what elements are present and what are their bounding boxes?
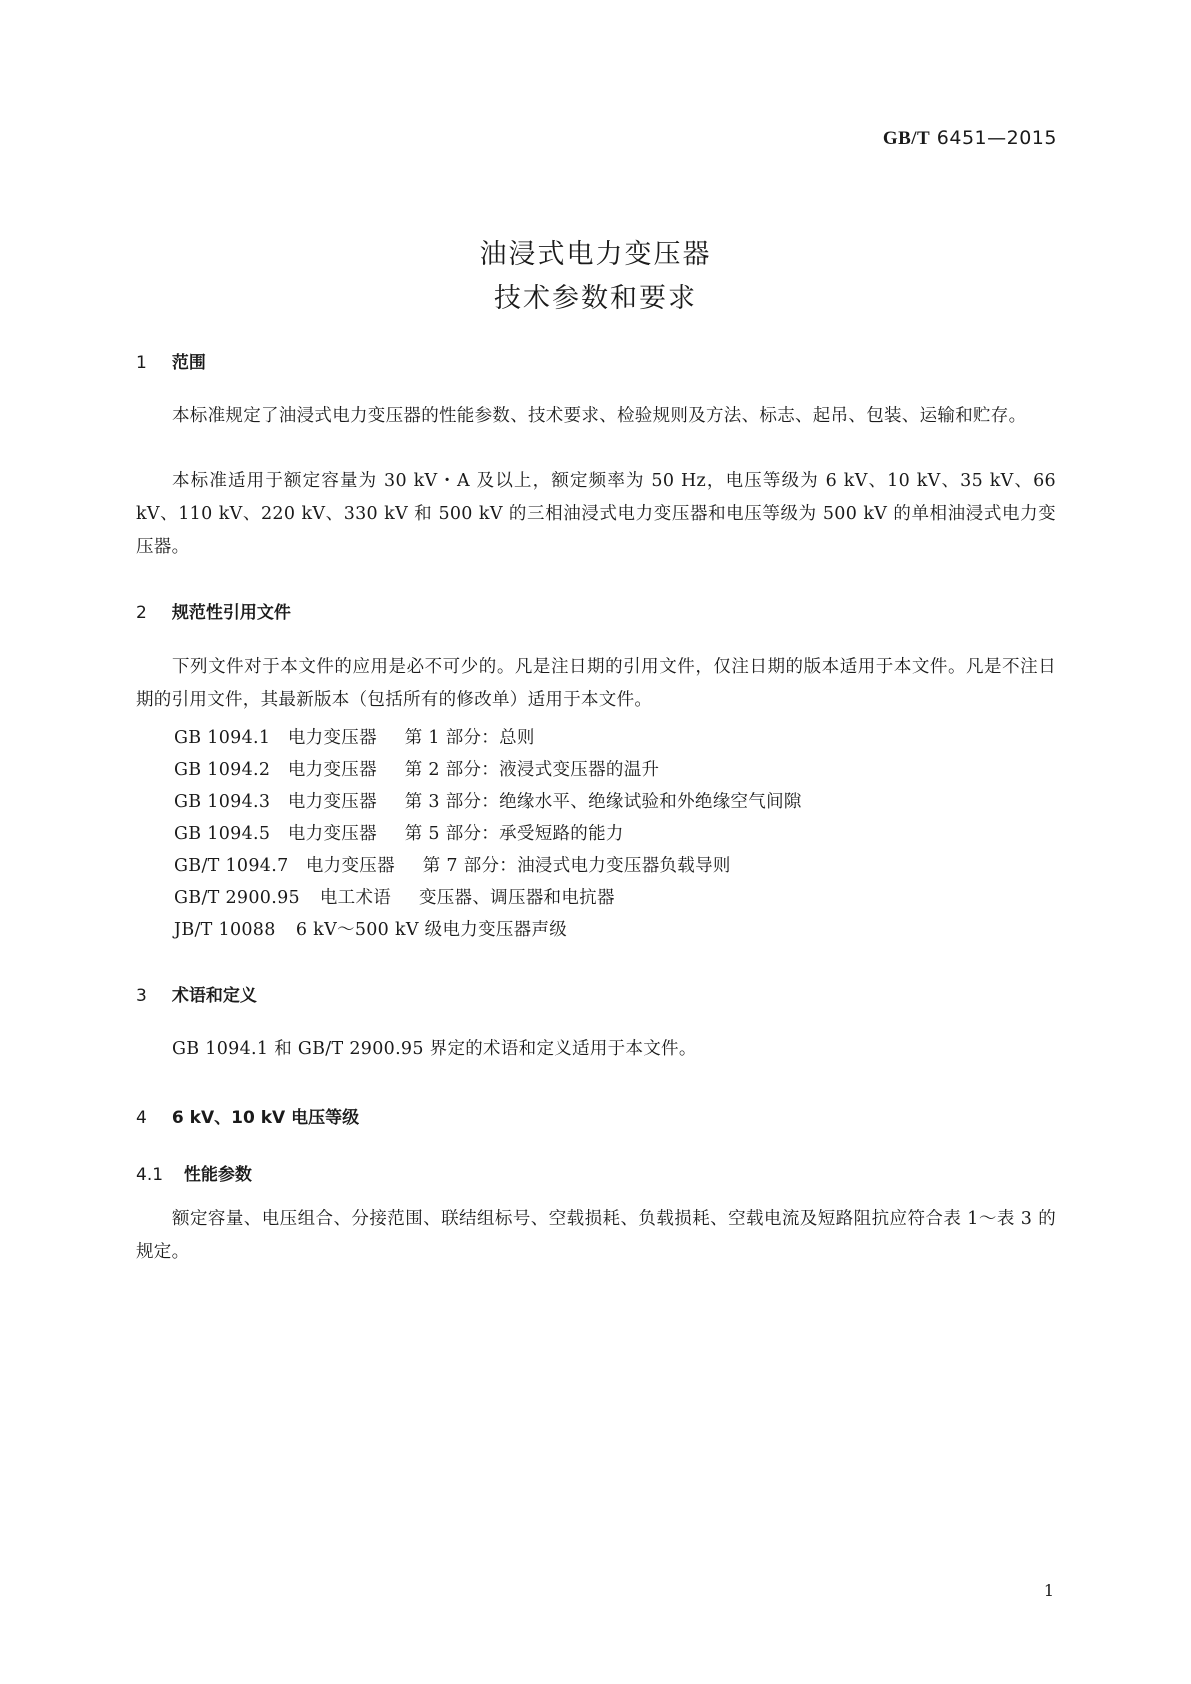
section-4-title: 6 kV、10 kV 电压等级 bbox=[171, 1108, 360, 1128]
reference-code: JB/T 10088 bbox=[174, 920, 276, 940]
section-4-1-heading bbox=[136, 1160, 252, 1185]
reference-part: 第 7 部分：油浸式电力变压器负载导则 bbox=[422, 856, 731, 876]
page-number: 1 bbox=[1043, 1581, 1054, 1600]
reference-item bbox=[174, 916, 567, 941]
section-3-paragraph-1: GB 1094.1 和 GB/T 2900.95 界定的术语和定义适用于本文件。 bbox=[172, 1039, 697, 1059]
reference-name: 电力变压器 bbox=[287, 792, 377, 812]
section-4-number: 4 bbox=[136, 1108, 147, 1128]
reference-part: 第 3 部分：绝缘水平、绝缘试验和外绝缘空气间隙 bbox=[404, 792, 802, 812]
reference-item bbox=[174, 852, 731, 877]
document-title-line-1: 油浸式电力变压器 bbox=[479, 239, 712, 270]
standard-code-number: 6451—2015 bbox=[936, 127, 1057, 149]
section-2-number: 2 bbox=[136, 603, 147, 623]
section-3-number: 3 bbox=[136, 986, 147, 1006]
section-2-paragraph-1: 下列文件对于本文件的应用是必不可少的。凡是注日期的引用文件，仅注日期的版本适用于本文件。凡是不注日期的引用文件，其最新版本（包括所有的修改单）适用于本文件。 bbox=[136, 657, 1056, 710]
section-2-title: 规范性引用文件 bbox=[171, 603, 291, 623]
section-4-heading bbox=[136, 1103, 359, 1128]
section-1-title: 范围 bbox=[171, 353, 206, 373]
reference-code: GB 1094.3 bbox=[174, 792, 271, 812]
reference-code: GB/T 2900.95 bbox=[174, 888, 300, 908]
section-4-1-paragraph-1: 额定容量、电压组合、分接范围、联结组标号、空载损耗、负载损耗、空载电流及短路阻抗应符合表 1～表 3 的规定。 bbox=[136, 1209, 1056, 1262]
reference-name: 电力变压器 bbox=[305, 856, 395, 876]
reference-name: 6 kV～500 kV 级电力变压器声级 bbox=[295, 920, 568, 940]
reference-part: 第 2 部分：液浸式变压器的温升 bbox=[404, 760, 660, 780]
reference-name: 电力变压器 bbox=[287, 728, 377, 748]
reference-code: GB 1094.1 bbox=[174, 728, 271, 748]
standard-code-prefix: GB/T bbox=[882, 128, 931, 149]
section-4-1-title: 性能参数 bbox=[183, 1165, 252, 1185]
section-1-number: 1 bbox=[136, 353, 147, 373]
reference-item bbox=[174, 820, 624, 845]
reference-item bbox=[174, 884, 615, 909]
document-title-line-2: 技术参数和要求 bbox=[494, 283, 697, 314]
reference-code: GB/T 1094.7 bbox=[174, 856, 289, 876]
section-3-heading bbox=[136, 981, 257, 1006]
reference-code: GB 1094.5 bbox=[174, 824, 271, 844]
reference-name: 电力变压器 bbox=[287, 824, 377, 844]
reference-name: 电工术语 bbox=[319, 888, 392, 908]
section-1-paragraph-1: 本标准规定了油浸式电力变压器的性能参数、技术要求、检验规则及方法、标志、起吊、包装、运输和贮存。 bbox=[172, 406, 1027, 426]
section-4-1-number: 4.1 bbox=[136, 1165, 164, 1185]
reference-code: GB 1094.2 bbox=[174, 760, 271, 780]
section-1-heading bbox=[136, 348, 206, 373]
reference-part: 变压器、调压器和电抗器 bbox=[418, 888, 615, 908]
reference-part: 第 5 部分：承受短路的能力 bbox=[404, 824, 624, 844]
section-1-paragraph-2: 本标准适用于额定容量为 30 kV・A 及以上，额定频率为 50 Hz，电压等级为 6 kV、10 kV、35 kV、66 kV、110 kV、220 kV、330 kV 和 500 kV 的三相油浸式电力变压器和电压等级为 500 kV 的单相油浸式电力变压器。 bbox=[136, 471, 1056, 557]
section-2-heading bbox=[136, 598, 291, 623]
section-3-title: 术语和定义 bbox=[171, 986, 257, 1006]
reference-item bbox=[174, 756, 659, 781]
reference-item bbox=[174, 788, 802, 813]
reference-item bbox=[174, 724, 535, 749]
reference-part: 第 1 部分：总则 bbox=[404, 728, 535, 748]
standard-code bbox=[883, 127, 1057, 150]
reference-name: 电力变压器 bbox=[287, 760, 377, 780]
